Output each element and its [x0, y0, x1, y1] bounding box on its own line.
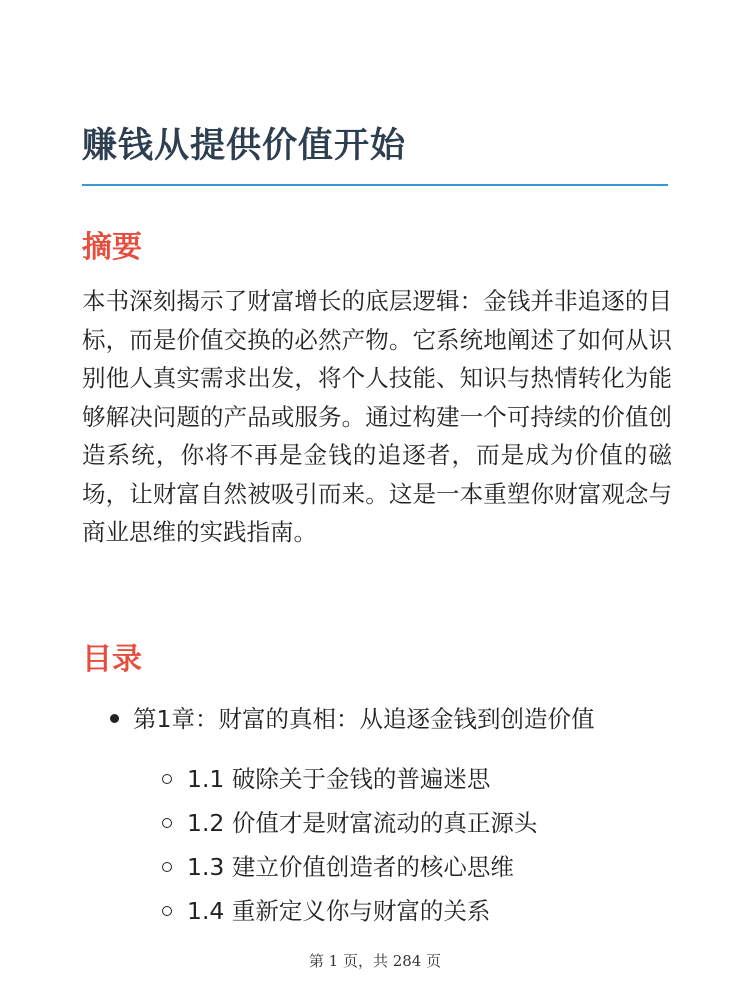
toc-section-label: 1.2 价值才是财富流动的真正源头: [187, 809, 538, 837]
toc-section-label: 1.3 建立价值创造者的核心思维: [187, 853, 514, 881]
abstract-heading: 摘要: [82, 230, 142, 265]
toc-chapter-label: 第1章：财富的真相：从追逐金钱到创造价值: [133, 705, 595, 733]
bullet-circle-icon: [162, 906, 172, 916]
bullet-circle-icon: [162, 862, 172, 872]
toc-section: [162, 892, 490, 926]
bullet-disc-icon: [110, 714, 119, 723]
bullet-circle-icon: [162, 774, 172, 784]
bullet-circle-icon: [162, 818, 172, 828]
toc-section-label: 1.4 重新定义你与财富的关系: [187, 897, 491, 925]
toc-section-label: 1.1 破除关于金钱的普遍迷思: [187, 765, 491, 793]
abstract-body: 本书深刻揭示了财富增长的底层逻辑：金钱并非追逐的目标，而是价值交换的必然产物。它系统地阐述了如何从识别他人真实需求出发，将个人技能、知识与热情转化为能够解决问题的产品或服务。通过构建一个可持续的价值创造系统，你将不再是金钱的追逐者，而是成为价值的磁场，让财富自然被吸引而来。这是一本重塑你财富观念与商业思维的实践指南。: [82, 287, 672, 546]
toc-section: [162, 804, 537, 838]
title-divider: [82, 184, 668, 186]
toc-chapter: [110, 700, 594, 734]
toc-section: [162, 848, 514, 882]
document-title: 赚钱从提供价值开始: [82, 126, 407, 166]
page-footer: 第 1 页，共 284 页: [308, 952, 442, 970]
toc-section: [162, 760, 490, 794]
toc-heading: 目录: [82, 642, 142, 677]
